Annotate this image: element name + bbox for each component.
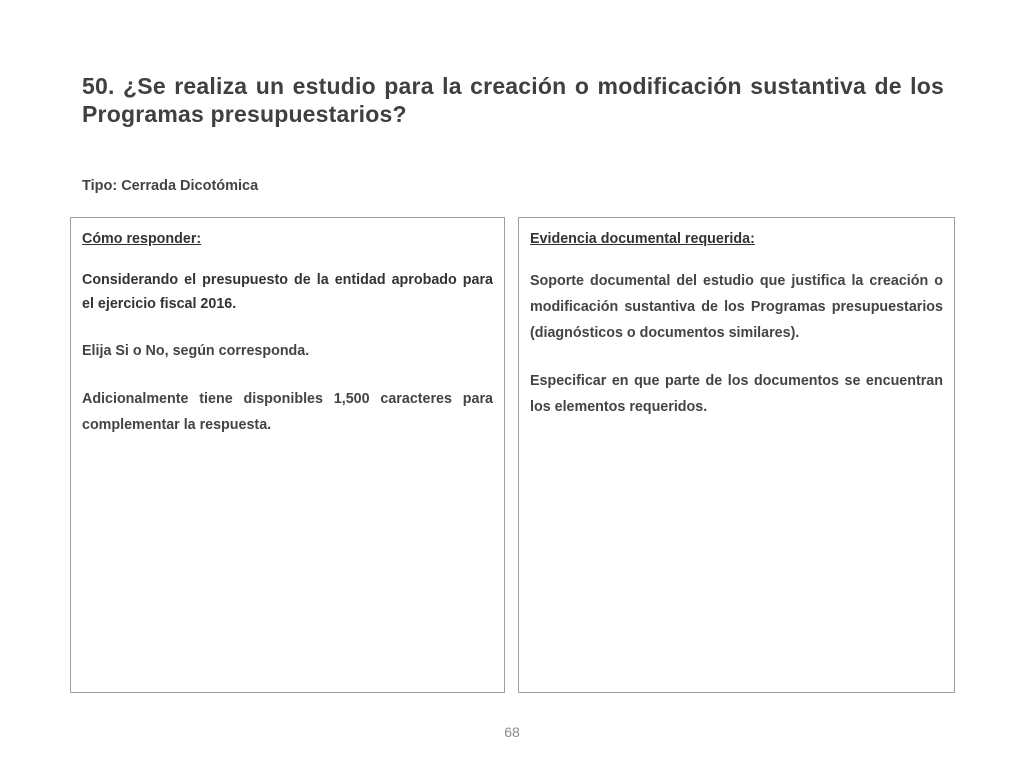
evidence-heading: Evidencia documental requerida: [530,231,755,247]
evidence-specify: Especificar en que parte de los documentos se encuentran los elementos requeridos. [530,373,943,415]
page-number: 68 [504,724,520,740]
evidence-box [518,217,955,693]
evidence-description: Soporte documental del estudio que justifica la creación o modificación sustantiva de los Programas presupuestarios (diagnósticos o documentos similares). [530,273,943,341]
question-title: 50. ¿Se realiza un estudio para la creación o modificación sustantiva de los Programas presupuestarios? [82,73,944,127]
how-to-answer-box [70,217,505,693]
choose-instruction: Elija Si o No, según corresponda. [82,343,310,359]
budget-note [82,268,493,316]
question-type: Tipo: Cerrada Dicotómica [82,178,259,194]
budget-note-text: Considerando el presupuesto de la entidad aprobado para el ejercicio fiscal 2016 [82,272,493,312]
characters-note: Adicionalmente tiene disponibles 1,500 caracteres para complementar la respuesta. [82,391,493,433]
how-to-answer-heading: Cómo responder: [82,231,202,247]
budget-note-period: . [232,296,237,312]
